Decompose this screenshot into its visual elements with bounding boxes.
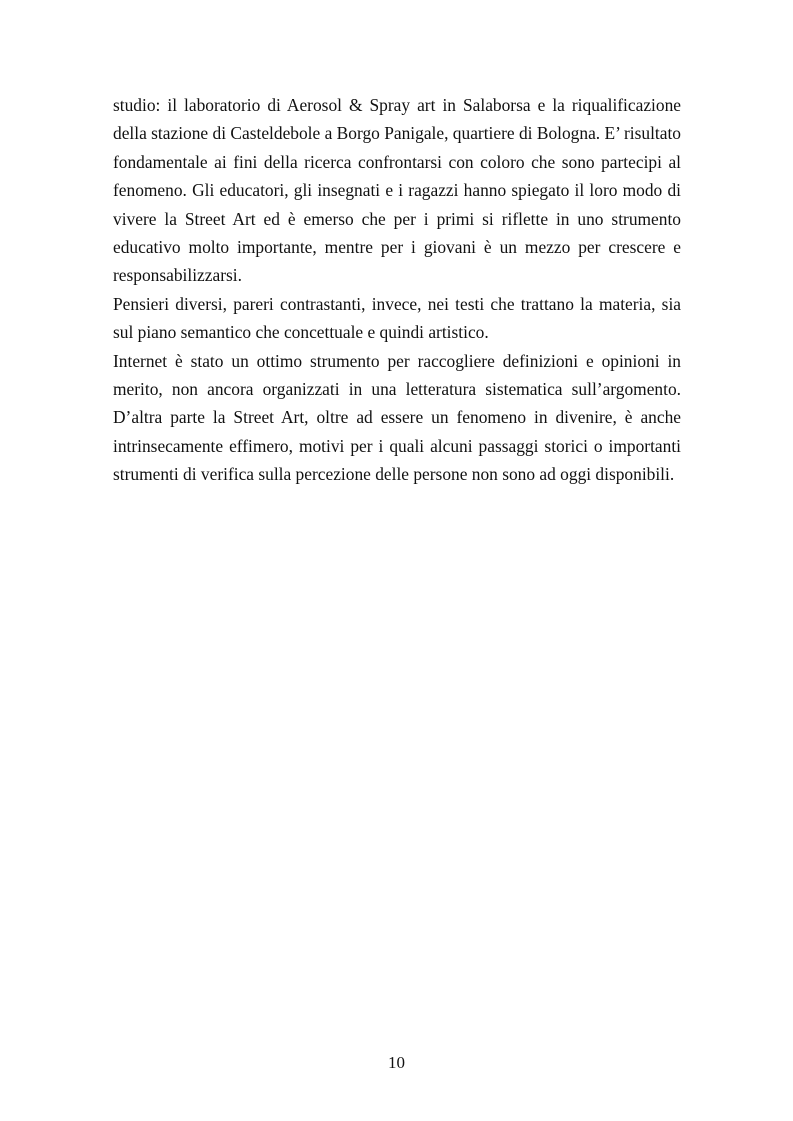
page-body [113,91,681,489]
paragraph-2: Pensieri diversi, pareri contrastanti, invece, nei testi che trattano la materia, sia sul piano semantico che concettuale e quindi artistico. [113,293,681,343]
page-number: 10 [388,1053,405,1072]
paragraph-3: Internet è stato un ottimo strumento per raccogliere definizioni e opinioni in merito, non ancora organizzati in una letteratura sistematica sull’argomento. D’altra parte la Street Art, oltre ad essere un fenomeno in divenire, è anche intrinsecamente effimero, motivi per i quali alcuni passaggi storici o importanti strumenti di verifica sulla percezione delle persone non sono ad oggi disponibili. [113,350,681,485]
paragraph-1: studio: il laboratorio di Aerosol & Spray art in Salaborsa e la riqualificazione della stazione di Casteldebole a Borgo Panigale, quartiere di Bologna. E’ risultato fondamentale ai fini della ricerca confrontarsi con coloro che sono partecipi al fenomeno. Gli educatori, gli insegnati e i ragazzi hanno spiegato il loro modo di vivere la Street Art ed è emerso che per i primi si riflette in uno strumento educativo molto importante, mentre per i giovani è un mezzo per crescere e responsabilizzarsi. [113,95,681,286]
